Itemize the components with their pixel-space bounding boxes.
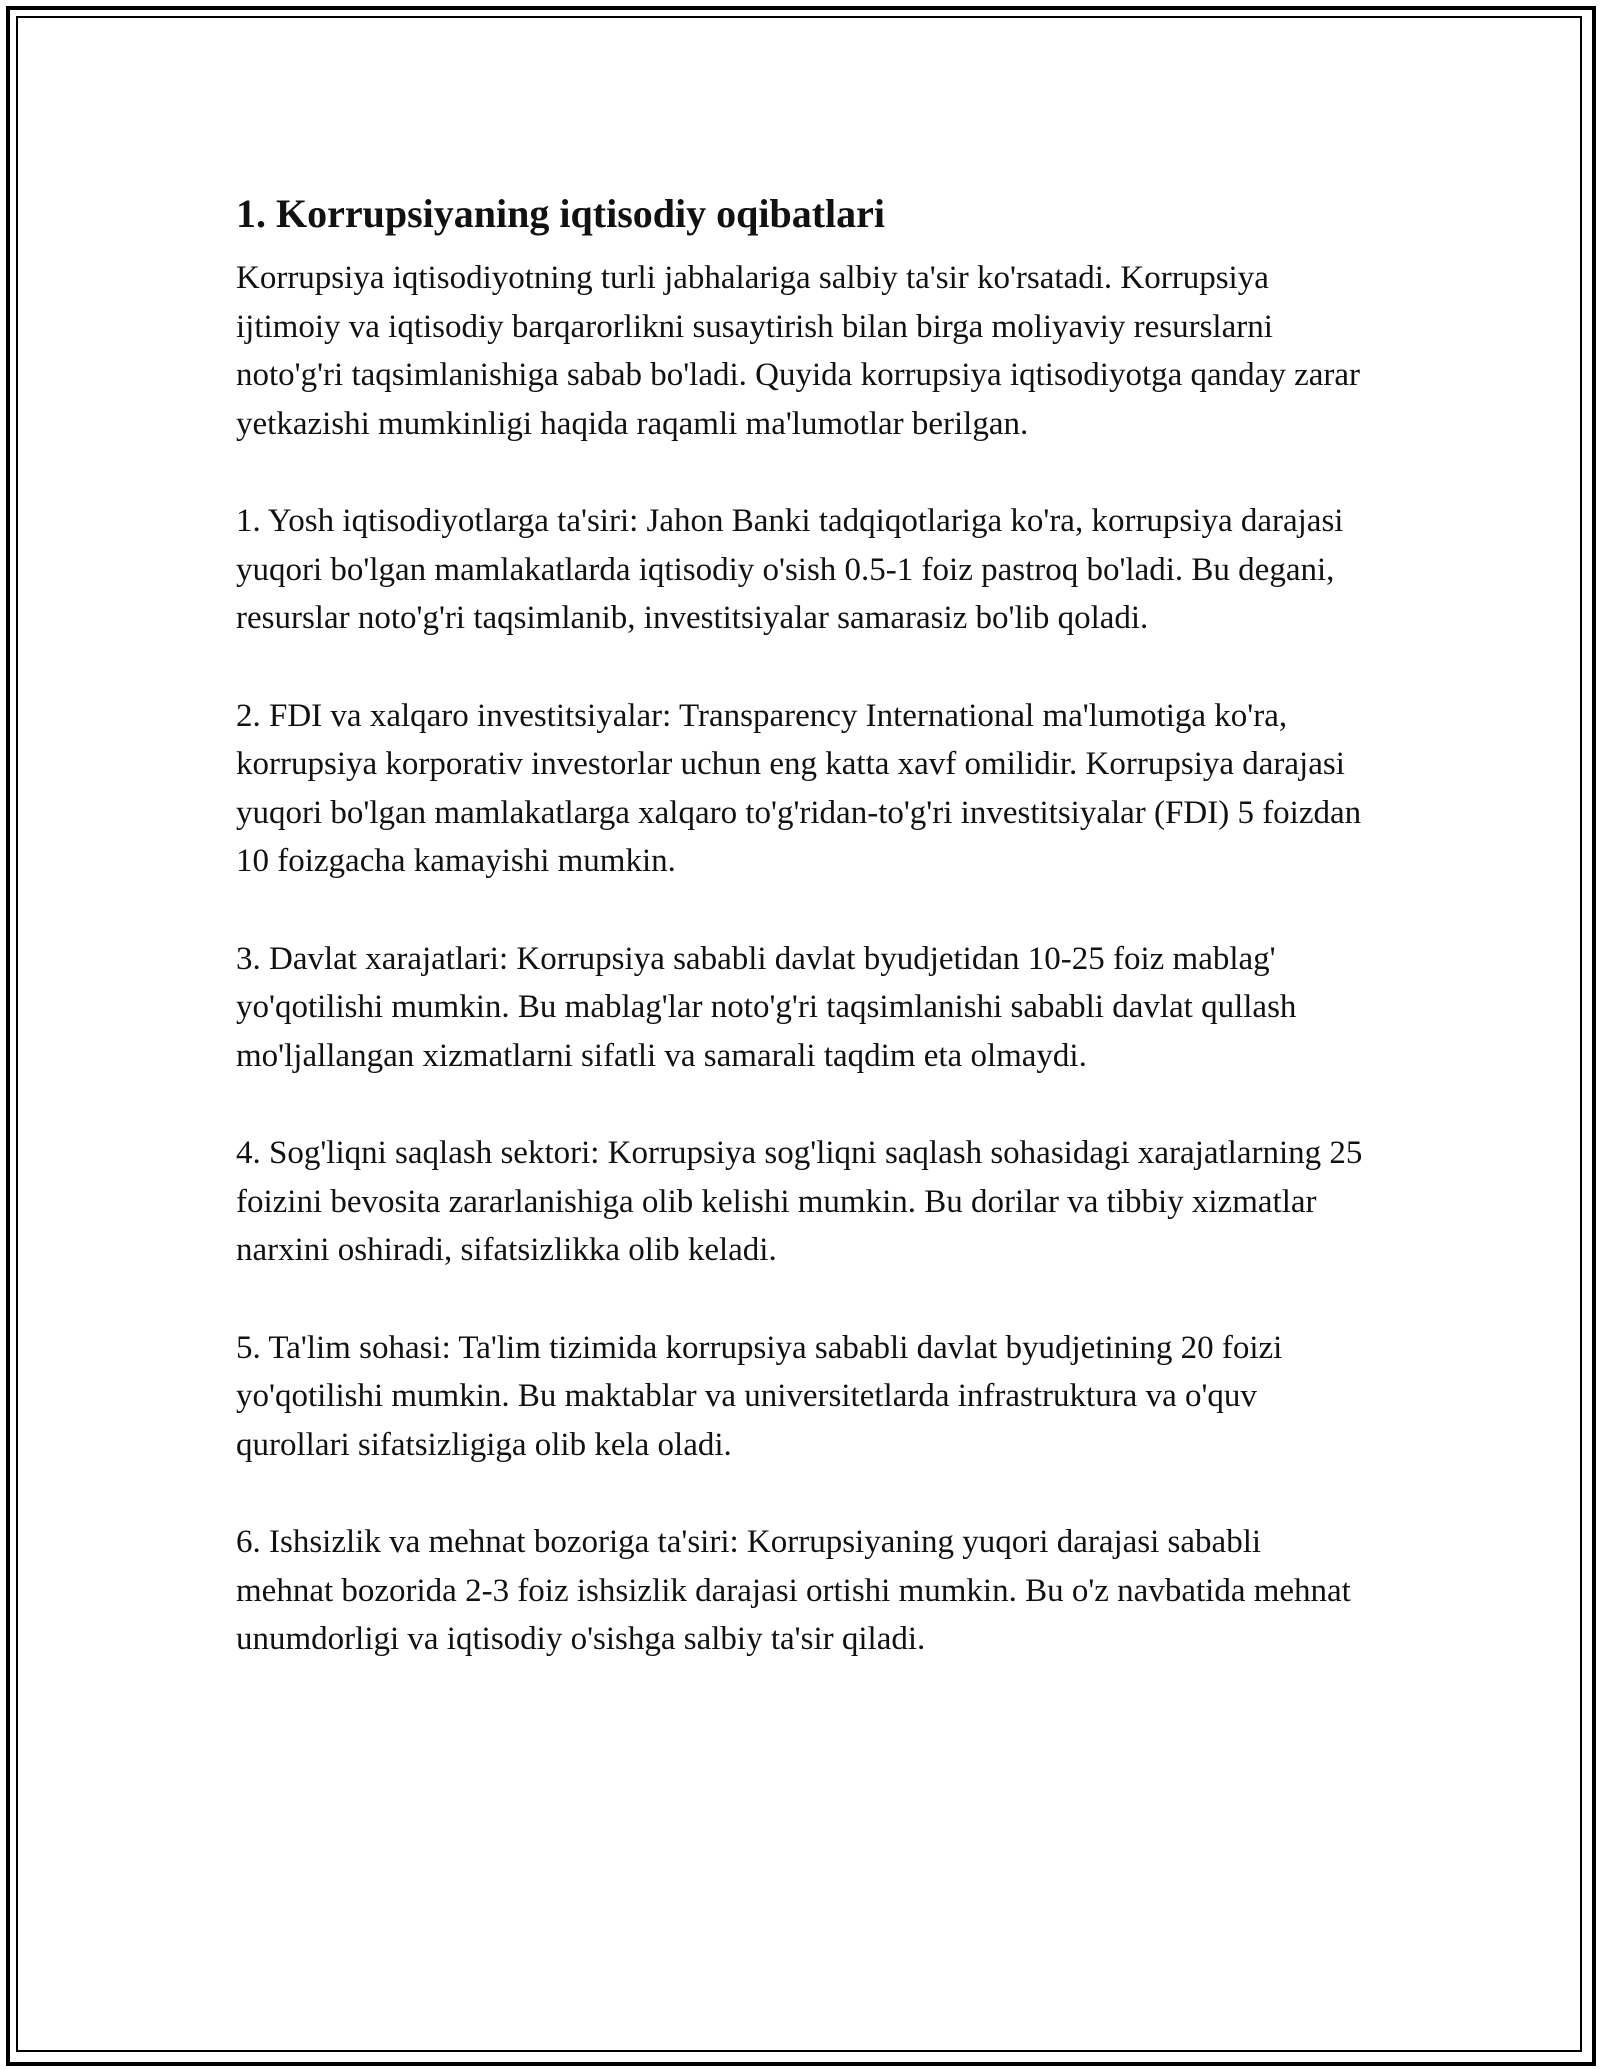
intro-paragraph: Korrupsiya iqtisodiyotning turli jabhalariga salbiy ta'sir ko'rsatadi. Korrupsiya ijtimoiy va iqtisodiy barqarorlikni susaytirish bilan birga moliyaviy resurslarni noto'g'ri taqsimlanishiga sabab bo'ladi. Quyida korrupsiya iqtisodiyotga qanday zarar yetkazishi mumkinligi haqida raqamli ma'lumotlar berilgan. <box>236 260 1360 442</box>
point-paragraph-5: 5. Ta'lim sohasi: Ta'lim tizimida korrupsiya sababli davlat byudjetining 20 foizi yo'qotilishi mumkin. Bu maktablar va universitetlarda infrastruktura va o'quv qurollari sifatsizligiga olib kela oladi. <box>236 1329 1283 1463</box>
section-heading: 1. Korrupsiyaning iqtisodiy oqibatlari <box>236 191 886 236</box>
point-paragraph-3: 3. Davlat xarajatlari: Korrupsiya sababli davlat byudjetidan 10-25 foiz mablag' yo'qotilishi mumkin. Bu mablag'lar noto'g'ri taqsimlanishi sababli davlat qullash mo'ljallangan xizmatlarni sifatli va samarali taqdim eta olmaydi. <box>236 940 1297 1074</box>
point-paragraph-6: 6. Ishsizlik va mehnat bozoriga ta'siri: Korrupsiyaning yuqori darajasi sababli mehnat bozorida 2-3 foiz ishsizlik darajasi ortishi mumkin. Bu o'z navbatida mehnat unumdorligi va iqtisodiy o'sishga salbiy ta'sir qiladi. <box>236 1524 1351 1657</box>
point-paragraph-4: 4. Sog'liqni saqlash sektori: Korrupsiya sog'liqni saqlash sohasidagi xarajatlarning 25 foizini bevosita zararlanishiga olib kelishi mumkin. Bu dorilar va tibbiy xizmatlar narxini oshiradi, sifatsizlikka olib keladi. <box>236 1135 1363 1268</box>
point-paragraph-2: 2. FDI va xalqaro investitsiyalar: Transparency International ma'lumotiga ko'ra, korrupsiya korporativ investorlar uchun eng katta xavf omilidir. Korrupsiya darajasi yuqori bo'lgan mamlakatlarga xalqaro to'g'ridan-to'g'ri investitsiyalar (FDI) 5 foizdan 10 foizgacha kamayishi mumkin. <box>236 697 1362 879</box>
document-body <box>236 186 1366 1664</box>
point-paragraph-1: 1. Yosh iqtisodiyotlarga ta'siri: Jahon Banki tadqiqotlariga ko'ra, korrupsiya darajasi yuqori bo'lgan mamlakatlarda iqtisodiy o'sish 0.5-1 foiz pastroq bo'ladi. Bu degani, resurslar noto'g'ri taqsimlanib, investitsiyalar samarasiz bo'lib qoladi. <box>236 503 1344 636</box>
